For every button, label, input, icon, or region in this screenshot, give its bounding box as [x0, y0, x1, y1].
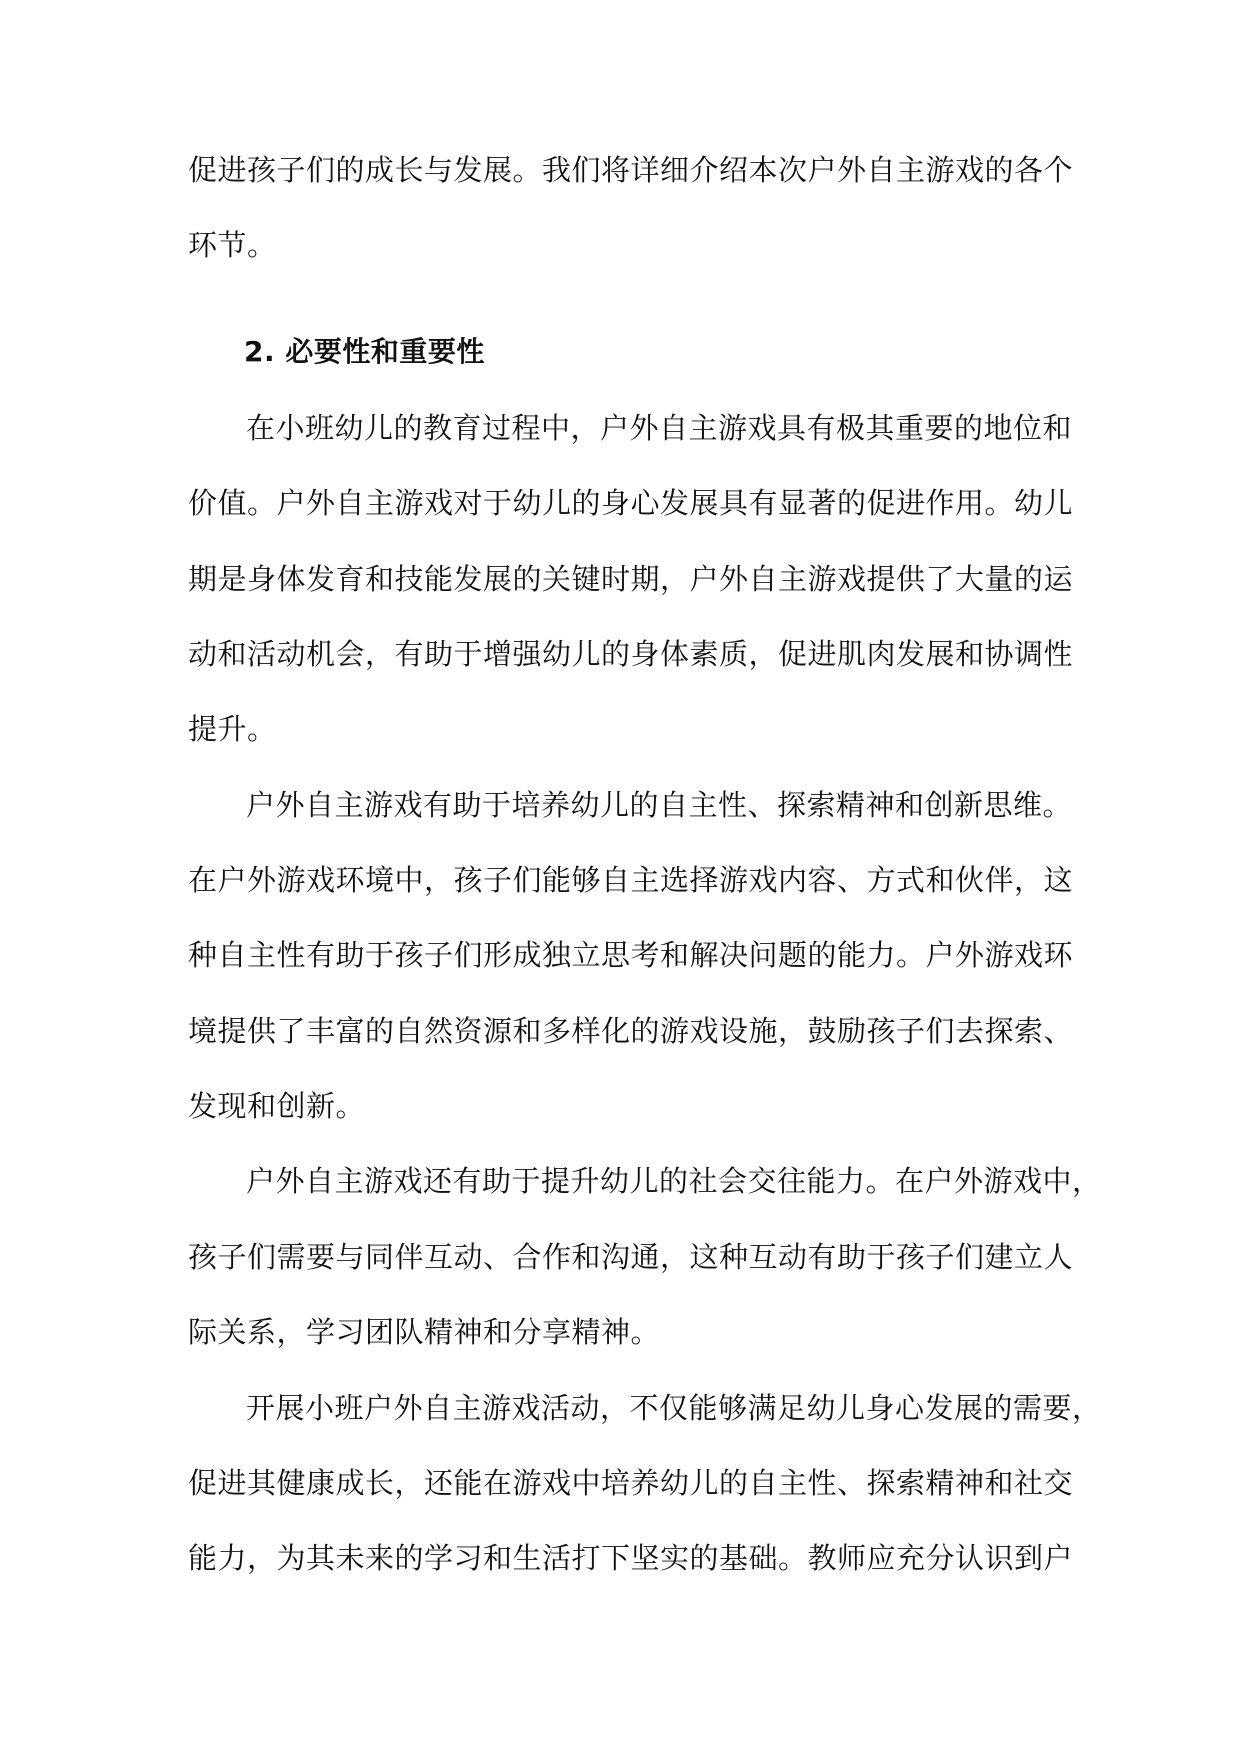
text-line: 促进其健康成长，还能在游戏中培养幼儿的自主性、探索精神和社交	[188, 1466, 1074, 1500]
text-line: 发现和创新。	[188, 1089, 366, 1123]
text-line: 孩子们需要与同伴互动、合作和沟通，这种互动有助于孩子们建立人	[188, 1240, 1074, 1274]
text-line: 际关系，学习团队精神和分享精神。	[188, 1315, 661, 1349]
text-line: 境提供了丰富的自然资源和多样化的游戏设施，鼓励孩子们去探索、	[188, 1014, 1074, 1048]
text-line: 户外自主游戏有助于培养幼儿的自主性、探索精神和创新思维。	[246, 788, 1073, 822]
text-line: 环节。	[188, 228, 277, 262]
text-line: 动和活动机会，有助于增强幼儿的身体素质，促进肌肉发展和协调性	[188, 637, 1074, 671]
text-line: 开展小班户外自主游戏活动，不仅能够满足幼儿身心发展的需要，	[246, 1391, 1102, 1425]
text-line: 在户外游戏环境中，孩子们能够自主选择游戏内容、方式和伙伴，这	[188, 863, 1074, 897]
text-line: 期是身体发育和技能发展的关键时期，户外自主游戏提供了大量的运	[188, 562, 1074, 596]
text-line: 在小班幼儿的教育过程中，户外自主游戏具有极其重要的地位和	[246, 411, 1073, 445]
text-line: 提升。	[188, 712, 277, 746]
text-line: 户外自主游戏还有助于提升幼儿的社会交往能力。在户外游戏中，	[246, 1164, 1102, 1198]
text-line: 种自主性有助于孩子们形成独立思考和解决问题的能力。户外游戏环	[188, 938, 1074, 972]
section-heading: 2. 必要性和重要性	[244, 335, 485, 368]
text-line: 促进孩子们的成长与发展。我们将详细介绍本次户外自主游戏的各个	[188, 153, 1074, 187]
text-line: 价值。户外自主游戏对于幼儿的身心发展具有显著的促进作用。幼儿	[188, 486, 1074, 520]
text-line: 能力，为其未来的学习和生活打下坚实的基础。教师应充分认识到户	[188, 1541, 1074, 1575]
